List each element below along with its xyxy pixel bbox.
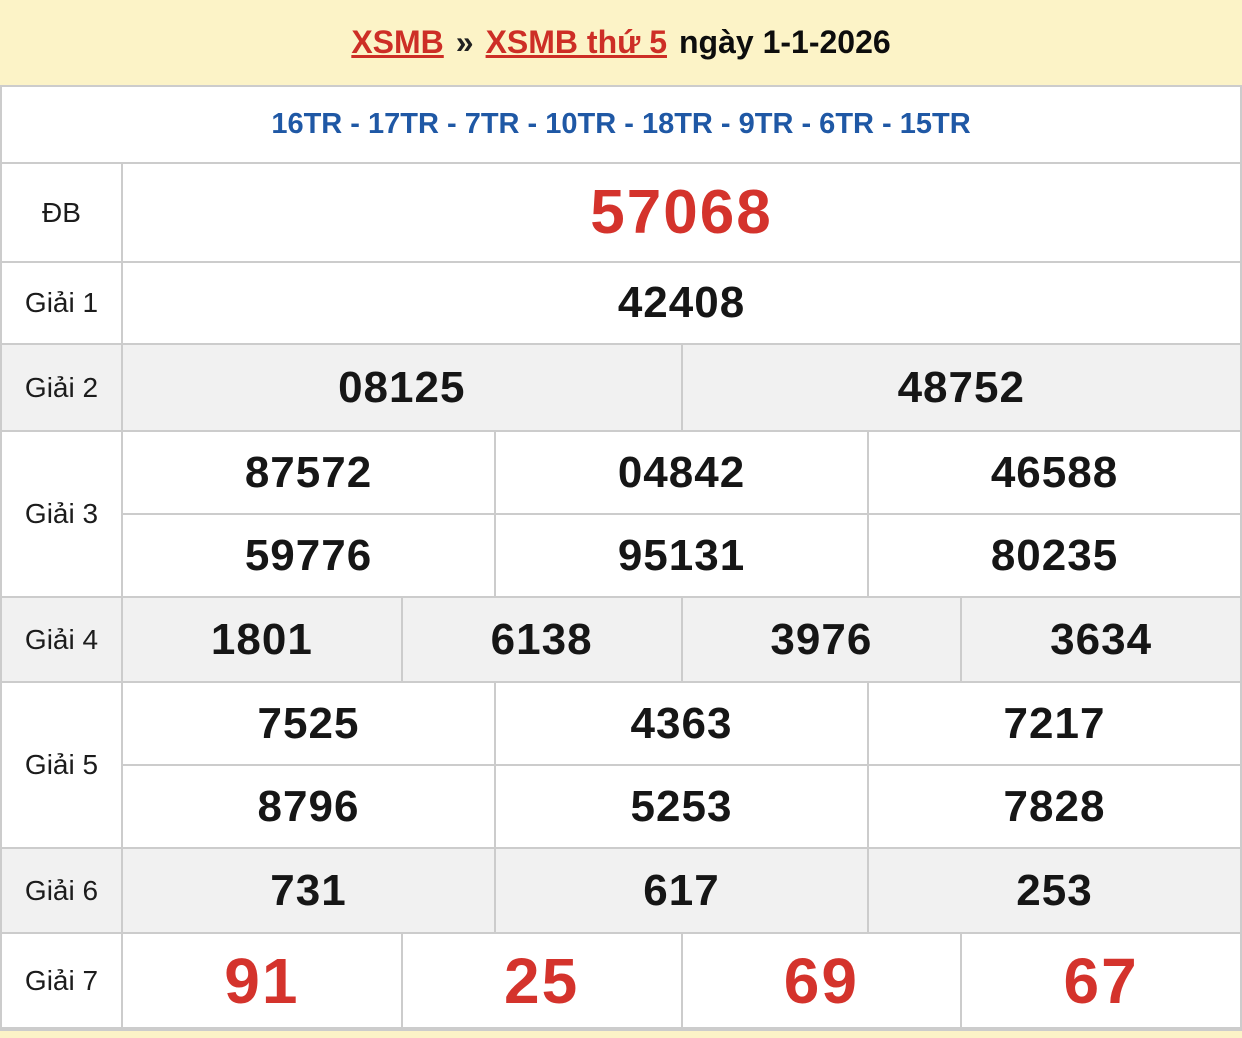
prize-g2-label: Giải 2: [1, 344, 122, 431]
prize-db-value: 57068: [122, 163, 1241, 262]
prize-amounts-row: [1, 86, 1241, 163]
prize-row-g5: [1, 682, 1241, 765]
prize-g5-value: 7828: [868, 765, 1241, 848]
prize-g3-label: Giải 3: [1, 431, 122, 597]
prize-g6-value: 731: [122, 848, 495, 933]
prize-g5-value: 5253: [495, 765, 868, 848]
prize-amounts-text: 16TR - 17TR - 7TR - 10TR - 18TR - 9TR - 6TR - 15TR: [1, 86, 1241, 163]
results-table: [0, 85, 1242, 1029]
prize-g6-value: 253: [868, 848, 1241, 933]
prize-g2-value: 48752: [682, 344, 1242, 431]
prize-g3-value: 95131: [495, 514, 868, 597]
prize-g5-value: 7525: [122, 682, 495, 765]
prize-g6-label: Giải 6: [1, 848, 122, 933]
prize-g3-value: 46588: [868, 431, 1241, 514]
prize-row-g7: [1, 933, 1241, 1028]
prize-g5-value: 7217: [868, 682, 1241, 765]
breadcrumb-link-xsmb[interactable]: XSMB: [351, 24, 444, 60]
prize-row-g3b: [1, 514, 1241, 597]
prize-g4-value: 6138: [402, 597, 682, 682]
prize-g4-value: 3976: [682, 597, 962, 682]
prize-row-g3: [1, 431, 1241, 514]
breadcrumb: [0, 0, 1242, 85]
prize-g5-label: Giải 5: [1, 682, 122, 848]
breadcrumb-link-day[interactable]: XSMB thứ 5: [485, 24, 667, 60]
next-section-strip: [0, 1029, 1242, 1038]
prize-g2-value: 08125: [122, 344, 682, 431]
prize-row-db: [1, 163, 1241, 262]
prize-g7-value: 69: [682, 933, 962, 1028]
prize-g5-value: 4363: [495, 682, 868, 765]
prize-g6-value: 617: [495, 848, 868, 933]
prize-g4-label: Giải 4: [1, 597, 122, 682]
prize-g5-value: 8796: [122, 765, 495, 848]
prize-g3-value: 04842: [495, 431, 868, 514]
breadcrumb-date: ngày 1-1-2026: [678, 24, 891, 60]
prize-g4-value: 1801: [122, 597, 402, 682]
prize-g3-value: 80235: [868, 514, 1241, 597]
breadcrumb-separator: »: [455, 24, 474, 60]
prize-g3-value: 59776: [122, 514, 495, 597]
prize-row-g4: [1, 597, 1241, 682]
prize-g3-value: 87572: [122, 431, 495, 514]
prize-db-label: ĐB: [1, 163, 122, 262]
prize-g7-value: 91: [122, 933, 402, 1028]
prize-g1-label: Giải 1: [1, 262, 122, 344]
prize-row-g6: [1, 848, 1241, 933]
prize-g1-value: 42408: [122, 262, 1241, 344]
prize-g4-value: 3634: [961, 597, 1241, 682]
prize-row-g5b: [1, 765, 1241, 848]
prize-g7-label: Giải 7: [1, 933, 122, 1028]
prize-g7-value: 25: [402, 933, 682, 1028]
prize-g7-value: 67: [961, 933, 1241, 1028]
prize-row-g1: [1, 262, 1241, 344]
prize-row-g2: [1, 344, 1241, 431]
